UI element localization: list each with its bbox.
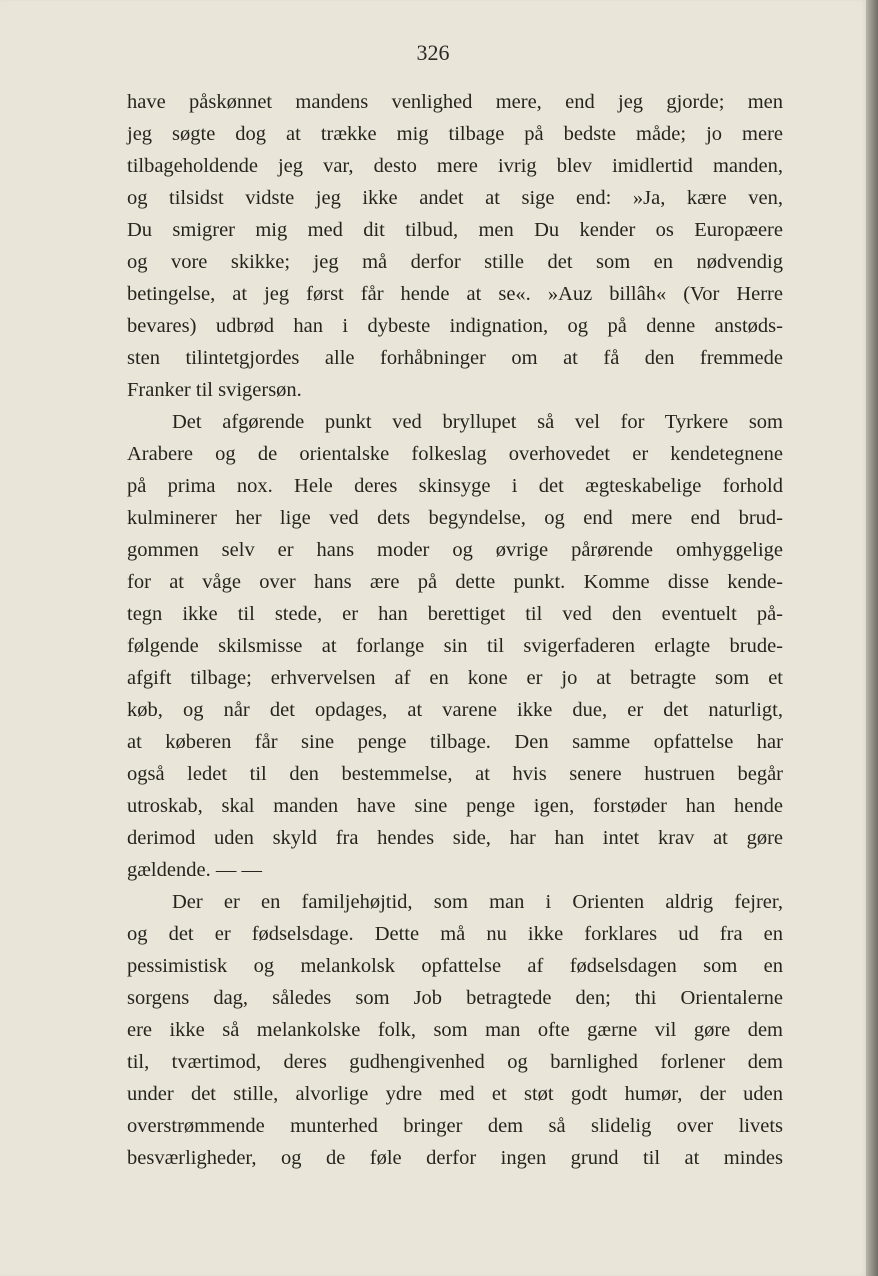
text-line: bevares) udbrød han i dybeste indignation, og på denne anstøds- [127,315,783,337]
text-line: køb, og når det opdages, at varene ikke due, er det naturligt, [127,699,783,721]
text-line: pessimistisk og melankolsk opfattelse af fødselsdagen som en [127,955,783,977]
text-line: og vore skikke; jeg må derfor stille det som en nødvendig [127,251,783,273]
text-line: tegn ikke til stede, er han berettiget til ved den eventuelt på- [127,603,783,625]
text-line: Det afgørende punkt ved bryllupet så vel for Tyrkere som [172,411,783,433]
text-line: under det stille, alvorlige ydre med et støt godt humør, der uden [127,1083,783,1105]
text-line: Der er en familjehøjtid, som man i Orienten aldrig fejrer, [172,891,783,913]
page-number: 326 [416,40,450,65]
text-line: jeg søgte dog at trække mig tilbage på bedste måde; jo mere [127,123,783,145]
text-line: også ledet til den bestemmelse, at hvis senere hustruen begår [127,763,783,785]
text-line: utroskab, skal manden have sine penge igen, forstøder han hende [127,795,783,817]
text-line: have påskønnet mandens venlighed mere, end jeg gjorde; men [127,91,783,113]
text-line: at køberen får sine penge tilbage. Den samme opfattelse har [127,731,783,753]
text-line: overstrømmende munterhed bringer dem så slidelig over livets [127,1115,783,1137]
text-line: gommen selv er hans moder og øvrige pårørende omhyggelige [127,539,783,561]
text-line: Franker til svigersøn. [127,379,302,401]
text-line: tilbageholdende jeg var, desto mere ivrig blev imidlertid manden, [127,155,783,177]
text-line: afgift tilbage; erhvervelsen af en kone er jo at betragte som et [127,667,783,689]
text-line: derimod uden skyld fra hendes side, har han intet krav at gøre [127,827,783,849]
text-line: sorgens dag, således som Job betragtede den; thi Orientalerne [127,987,783,1009]
text-line: på prima nox. Hele deres skinsyge i det ægteskabelige forhold [127,475,783,497]
text-line: gældende. — — [127,859,262,881]
text-line: sten tilintetgjordes alle forhåbninger om at få den fremmede [127,347,783,369]
text-line: betingelse, at jeg først får hende at se«. »Auz billâh« (Vor Herre [127,283,783,305]
text-line: Du smigrer mig med dit tilbud, men Du kender os Europæere [127,219,783,241]
text-line: følgende skilsmisse at forlange sin til svigerfaderen erlagte brude- [127,635,783,657]
text-line: besværligheder, og de føle derfor ingen grund til at mindes [127,1147,783,1169]
text-line: kulminerer her lige ved dets begyndelse, og end mere end brud- [127,507,783,529]
body-text [127,86,783,1174]
text-line: og det er fødselsdage. Dette må nu ikke forklares ud fra en [127,923,783,945]
text-line: for at våge over hans ære på dette punkt. Komme disse kende- [127,571,783,593]
text-line: ere ikke så melankolske folk, som man ofte gærne vil gøre dem [127,1019,783,1041]
text-line: til, tværtimod, deres gudhengivenhed og barnlighed forlener dem [127,1051,783,1073]
text-line: Arabere og de orientalske folkeslag overhovedet er kendetegnene [127,443,783,465]
text-line: og tilsidst vidste jeg ikke andet at sige end: »Ja, kære ven, [127,187,783,209]
page-edge-shadow [866,0,878,1276]
